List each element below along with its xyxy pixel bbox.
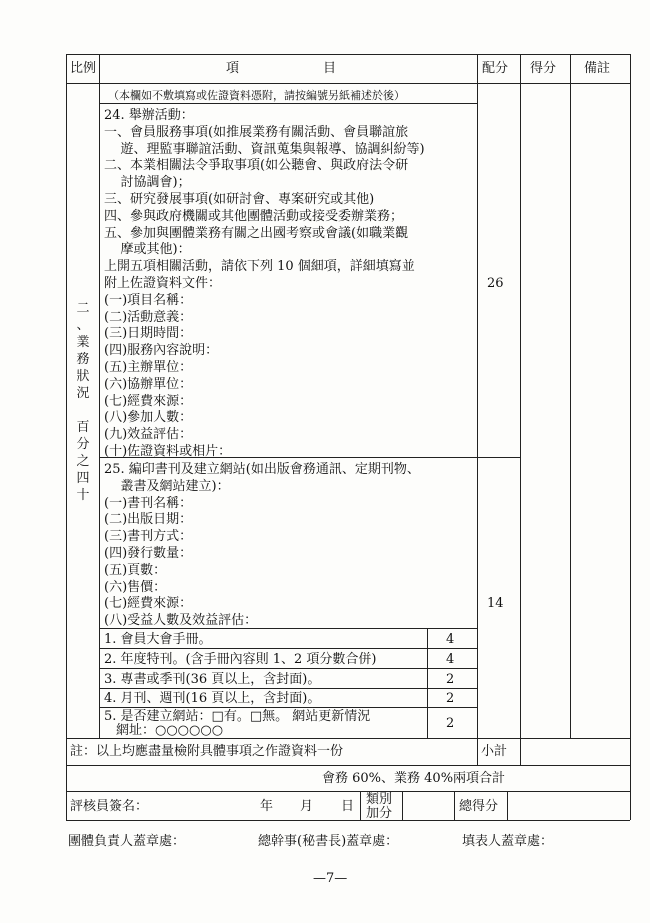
subtotal-bottom-border bbox=[66, 765, 630, 766]
signature-leader: 團體負責人蓋章處： bbox=[68, 834, 186, 849]
sub-item-4: 4. 月刊、週刊(16 頁以上，含封面)。 bbox=[104, 691, 321, 706]
item24-line: (一)項目名稱： bbox=[104, 292, 193, 308]
section-label-char: 四 bbox=[76, 471, 90, 486]
header-score: 配分 bbox=[482, 61, 509, 76]
item25-block bbox=[104, 462, 420, 630]
total-bottom-border bbox=[66, 791, 630, 792]
item24-line: (八)參加人數： bbox=[104, 410, 193, 426]
sub4-bottom bbox=[99, 707, 477, 708]
item25-line: (七)經費來源： bbox=[104, 596, 193, 612]
item25-line: (一)書刊名稱： bbox=[104, 495, 193, 511]
item24-line: (三)日期時間： bbox=[104, 326, 193, 342]
item25-line: (二)出版日期： bbox=[104, 512, 193, 528]
section-label-char: 務 bbox=[76, 352, 90, 367]
item24-line: 一、會員服務事項(如推展業務有關活動、會員聯誼旅 bbox=[104, 124, 409, 140]
table-left-border bbox=[66, 54, 67, 820]
website-score: 2 bbox=[446, 716, 455, 731]
section-bottom-border bbox=[66, 738, 630, 739]
section-label-char: 業 bbox=[76, 335, 90, 350]
section-label-char: 、 bbox=[76, 318, 90, 333]
reviewer-label: 評核員簽名： bbox=[70, 799, 149, 814]
website-line-2: 網址：○○○○○○ bbox=[116, 723, 224, 738]
sub2-bottom bbox=[99, 668, 477, 669]
grand-total-left-border bbox=[454, 791, 455, 820]
header-ratio: 比例 bbox=[70, 61, 97, 76]
sub3-bottom bbox=[99, 688, 477, 689]
item24-line: 三、研究發展事項(如研討會、專案研究或其他) bbox=[104, 191, 375, 207]
sub-score-col-border bbox=[427, 628, 428, 738]
item25-line: (五)頁數： bbox=[104, 562, 167, 578]
grand-total-right-border bbox=[507, 791, 508, 820]
sub1-bottom bbox=[99, 648, 477, 649]
section-label-char: 百 bbox=[76, 420, 90, 435]
ratio-col-border bbox=[99, 54, 100, 738]
header-note: 備註 bbox=[584, 61, 611, 76]
item25-score: 14 bbox=[487, 596, 504, 611]
page-number: —7— bbox=[313, 871, 348, 886]
section-label-char: 況 bbox=[76, 386, 90, 401]
sub-item-2: 2. 年度特刊。(含手冊內容則 1、2 項分數合併) bbox=[104, 652, 377, 667]
item25-line: 叢書及網站建立)： bbox=[104, 478, 230, 494]
section-label bbox=[75, 300, 91, 504]
item24-line: (九)效益評估： bbox=[104, 427, 193, 443]
section-label-char: 狀 bbox=[76, 369, 90, 384]
item25-line: 25. 編印書刊及建立網站(如出版會務通訊、定期刊物、 bbox=[104, 462, 420, 477]
sub-item-3-score: 2 bbox=[446, 672, 455, 687]
table-top-border bbox=[66, 54, 630, 55]
bonus-left-border bbox=[360, 791, 361, 820]
section-label-char bbox=[75, 402, 91, 419]
item24-line: (四)服務內容說明： bbox=[104, 343, 219, 359]
sub-item-2-score: 4 bbox=[446, 652, 455, 667]
item24-block bbox=[104, 108, 425, 461]
item24-line: 附上佐證資料文件： bbox=[104, 275, 222, 291]
item24-line: (七)經費來源： bbox=[104, 393, 193, 409]
item24-line: 上開五項相關活動，請依下列 10 個細項，詳細填寫並 bbox=[104, 259, 415, 275]
item24-line: (十)佐證資料或相片： bbox=[104, 443, 232, 459]
section-label-char: 分 bbox=[76, 437, 90, 452]
section-label-char: 之 bbox=[76, 454, 90, 469]
score-col-border bbox=[520, 54, 521, 765]
footer-note: 註：以上均應盡量檢附具體事項之作證資料一份 bbox=[70, 744, 344, 759]
total-ratio: 會務 60%、業務 40%兩項合計 bbox=[322, 771, 506, 786]
item24-line: (五)主辦單位： bbox=[104, 359, 193, 375]
get-col-border bbox=[570, 54, 571, 738]
item24-score: 26 bbox=[487, 276, 504, 291]
item25-line: (八)受益人數及效益評估： bbox=[104, 613, 258, 629]
bonus-right-border bbox=[402, 791, 403, 820]
subtotal-label: 小計 bbox=[481, 744, 508, 759]
item24-line: 遊、理監事聯誼活動、資訊蒐集與報導、協調糾紛等) bbox=[104, 141, 425, 157]
item24-line: 24. 舉辦活動： bbox=[104, 108, 194, 123]
item24-line: 五、參加與團體業務有關之出國考察或會議(如職業觀 bbox=[104, 225, 409, 241]
header-item-1: 項 bbox=[226, 61, 240, 76]
website-line-1: 5. 是否建立網站：□有。□無。 網站更新情況 bbox=[104, 709, 371, 724]
section-label-char: 二 bbox=[76, 301, 90, 316]
note-top: （本欄如不敷填寫或佐證資料憑附，請按編號另紙補述於後） bbox=[108, 89, 405, 102]
item-col-border bbox=[477, 54, 478, 765]
note-bottom-border bbox=[99, 103, 477, 104]
item24-line: 四、參與政府機關或其他團體活動或接受委辦業務； bbox=[104, 208, 404, 224]
month-label: 月 bbox=[300, 799, 314, 814]
table-bottom-border bbox=[66, 820, 630, 821]
sub-item-4-score: 2 bbox=[446, 691, 455, 706]
bonus-label-1: 類別 bbox=[366, 792, 393, 807]
item25-line: (四)發行數量： bbox=[104, 545, 193, 561]
header-bottom-border bbox=[66, 83, 630, 84]
signature-filler: 填表人蓋章處： bbox=[462, 834, 554, 849]
item24-line: 摩或其他)： bbox=[104, 242, 191, 258]
table-right-border bbox=[630, 54, 631, 820]
year-label: 年 bbox=[260, 799, 274, 814]
signature-secretary: 總幹事(秘書長)蓋章處： bbox=[258, 834, 399, 849]
item25-line: (三)書刊方式： bbox=[104, 529, 193, 545]
grand-total-label: 總得分 bbox=[459, 799, 499, 814]
section-label-char: 十 bbox=[76, 488, 90, 503]
bonus-label-2: 加分 bbox=[366, 806, 393, 821]
item24-line: (六)協辦單位： bbox=[104, 376, 193, 392]
day-label: 日 bbox=[341, 799, 355, 814]
item25-line: (六)售價： bbox=[104, 579, 167, 595]
sub-item-1-score: 4 bbox=[446, 632, 455, 647]
item24-line: 討協調會)； bbox=[104, 175, 191, 191]
item24-line: 二、本業相關法令爭取事項(如公聽會、與政府法令研 bbox=[104, 158, 409, 174]
header-item-2: 目 bbox=[323, 61, 337, 76]
item24-line: (二)活動意義： bbox=[104, 309, 193, 325]
sub-item-3: 3. 專書或季刊(36 頁以上，含封面)。 bbox=[104, 672, 321, 687]
sub-item-1: 1. 會員大會手冊。 bbox=[104, 632, 212, 647]
header-get: 得分 bbox=[530, 61, 557, 76]
